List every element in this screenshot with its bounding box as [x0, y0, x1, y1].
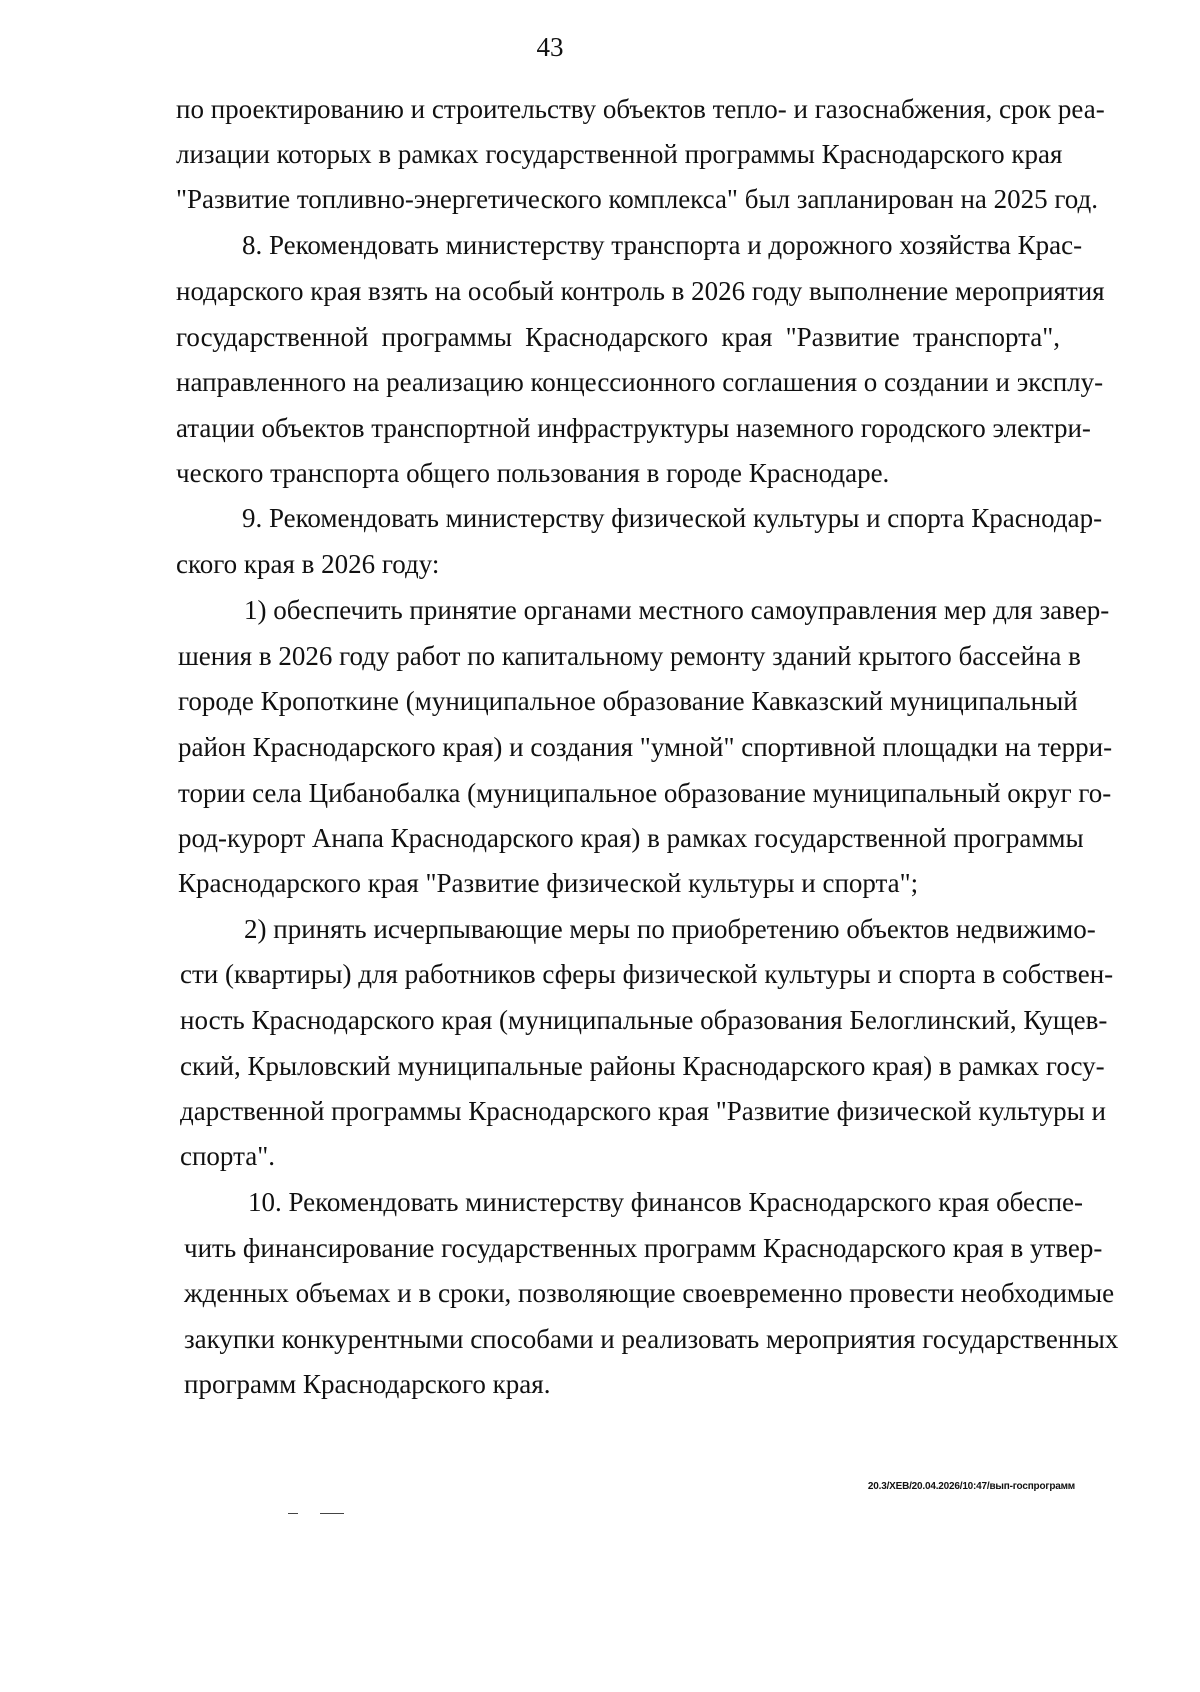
text-line: ность Краснодарского края (муниципальные образования Белоглинский, Кущев-: [180, 1005, 1108, 1035]
scan-mark: [320, 1513, 344, 1514]
text-line: шения в 2026 году работ по капитальному ремонту зданий крытого бассейна в: [178, 641, 1081, 671]
text-line: ского края в 2026 году:: [176, 549, 440, 579]
text-line: по проектированию и строительству объектов тепло- и газоснабжения, срок реа-: [176, 94, 1105, 124]
text-line: 1) обеспечить принятие органами местного самоуправления мер для завер-: [244, 595, 1110, 625]
text-line: лизации которых в рамках государственной программы Краснодарского края: [176, 139, 1063, 169]
text-line: спорта".: [180, 1141, 275, 1171]
text-line: атации объектов транспортной инфраструктуры наземного городского электри-: [176, 413, 1091, 443]
text-line: "Развитие топливно-энергетического комплекса" был запланирован на 2025 год.: [176, 184, 1099, 214]
text-line: чить финансирование государственных программ Краснодарского края в утвер-: [184, 1233, 1103, 1263]
text-line: Краснодарского края "Развитие физической культуры и спорта";: [178, 868, 919, 898]
text-line: 8. Рекомендовать министерству транспорта и дорожного хозяйства Крас-: [242, 230, 1083, 260]
text-line: жденных объемах и в сроки, позволяющие своевременно провести необходимые: [184, 1278, 1115, 1308]
text-line: программ Краснодарского края.: [184, 1369, 551, 1399]
text-line: дарственной программы Краснодарского края "Развитие физической культуры и: [180, 1096, 1106, 1126]
text-line: городе Кропоткине (муниципальное образование Кавказский муниципальный: [178, 686, 1078, 716]
text-line: 9. Рекомендовать министерству физической культуры и спорта Краснодар-: [242, 503, 1103, 533]
text-line: сти (квартиры) для работников сферы физической культуры и спорта в собствен-: [180, 959, 1114, 989]
text-line: нодарского края взять на особый контроль в 2026 году выполнение мероприятия: [176, 276, 1105, 306]
page-number: 43: [536, 32, 564, 62]
text-line: 10. Рекомендовать министерству финансов Краснодарского края обеспе-: [248, 1187, 1084, 1217]
text-line: 2) принять исчерпывающие меры по приобретению объектов недвижимо-: [244, 914, 1096, 944]
text-line: закупки конкурентными способами и реализовать мероприятия государственных: [184, 1324, 1119, 1354]
text-line: ческого транспорта общего пользования в городе Краснодаре.: [176, 458, 890, 488]
text-line: направленного на реализацию концессионного соглашения о создании и эксплу-: [176, 367, 1104, 397]
text-line: район Краснодарского края) и создания "умной" спортивной площадки на терри-: [178, 732, 1113, 762]
text-line: род-курорт Анапа Краснодарского края) в рамках государственной программы: [178, 823, 1084, 853]
document-footer-code: 20.3/ХЕВ/20.04.2026/10:47/вып-госпрограмм: [867, 1481, 1075, 1492]
text-line: государственной программы Краснодарского края "Развитие транспорта",: [176, 322, 1060, 352]
scan-mark: [288, 1513, 298, 1514]
text-line: ский, Крыловский муниципальные районы Краснодарского края) в рамках госу-: [180, 1051, 1105, 1081]
text-line: тории села Цибанобалка (муниципальное образование муниципальный округ го-: [178, 778, 1112, 808]
